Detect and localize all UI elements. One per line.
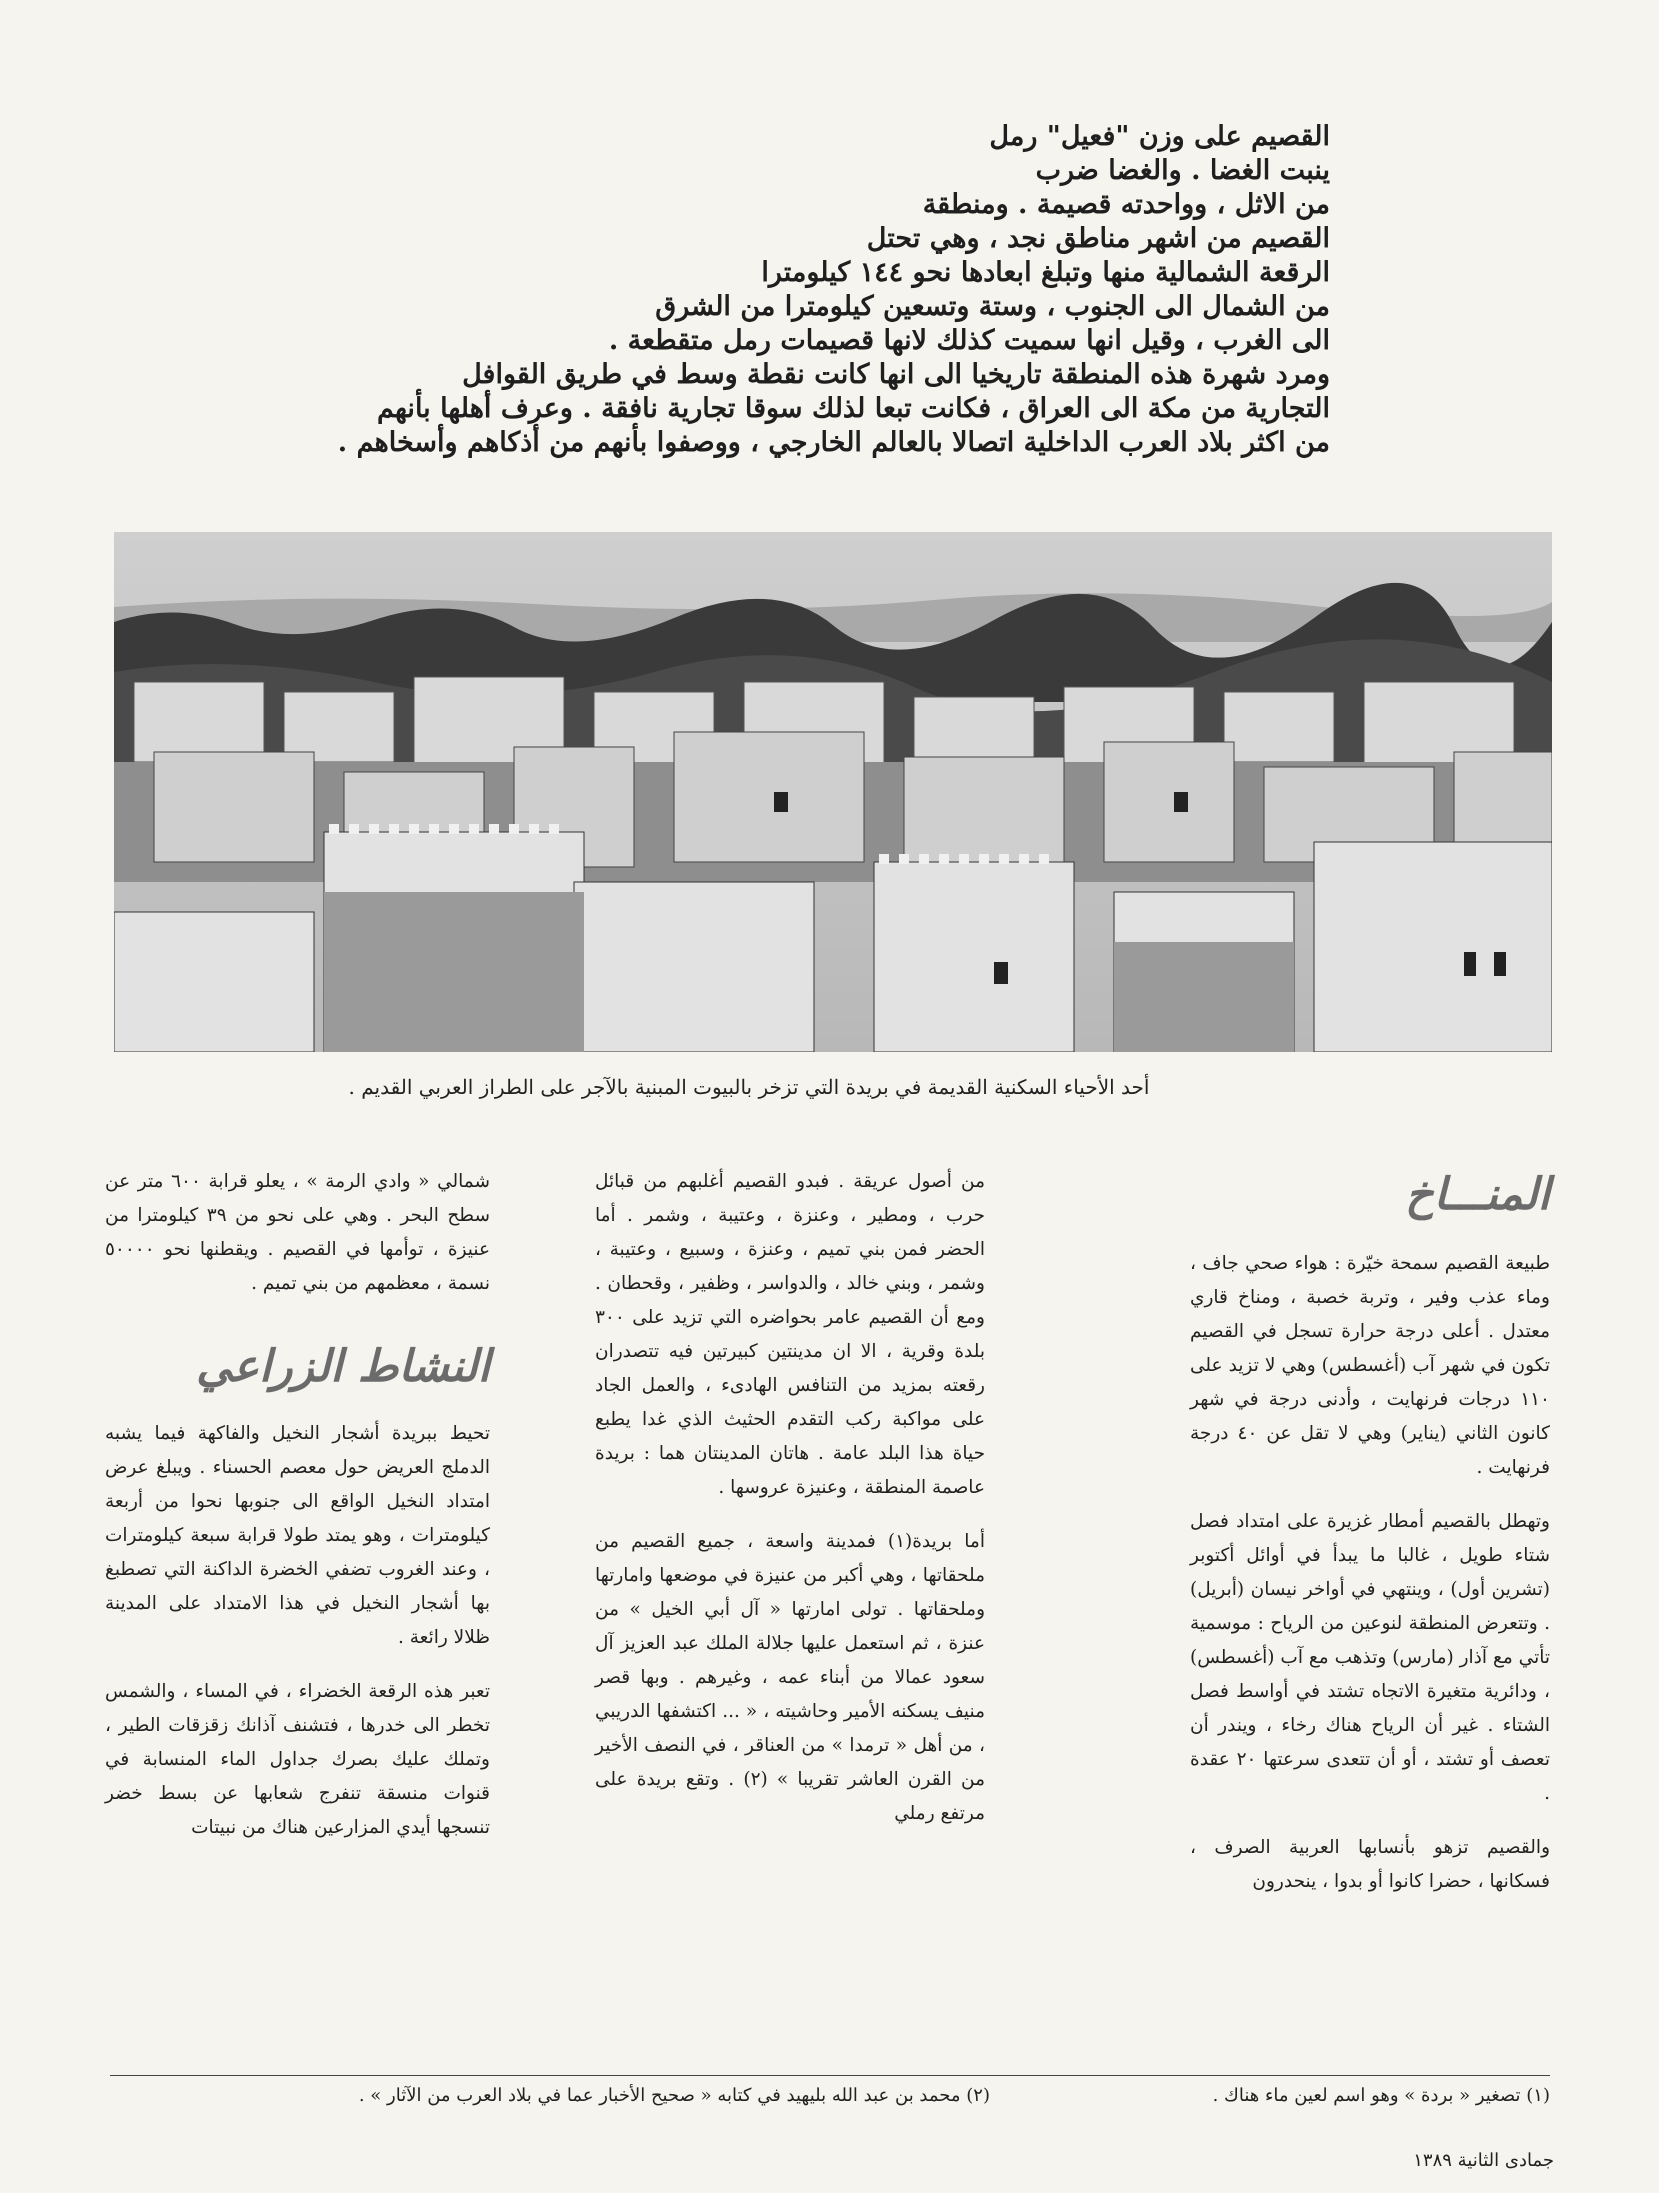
section-heading-climate: المنـــاخ — [1405, 1169, 1550, 1220]
intro-line: ينبت الغضا . والغضا ضرب — [1035, 155, 1330, 186]
intro-line: التجارية من مكة الى العراق ، فكانت تبعا لذلك سوقا تجارية نافقة . وعرف أهلها بأنهم — [377, 393, 1330, 424]
paragraph: طبيعة القصيم سمحة خيّرة : هواء صحي جاف ، وماء عذب وفير ، وتربة خصبة ، ومناخ قاري معتدل . أعلى درجة حرارة تسجل في القصيم تكون في شهر آب (أغسطس) وهي لا تزيد على ١١٠ درجات فرنهايت ، وأدنى درجة في شهر كانون الثاني (يناير) وهي لا تقل عن ٤٠ درجة فرنهايت . — [1190, 1253, 1550, 1478]
paragraph: والقصيم تزهو بأنسابها العربية الصرف ، فسكانها ، حضرا كانوا أو بدوا ، ينحدرون — [1190, 1837, 1550, 1892]
paragraph: وتهطل بالقصيم أمطار غزيرة على امتداد فصل شتاء طويل ، غالبا ما يبدأ في أوائل أكتوبر (تشرين أول) ، وينتهي في أواخر نيسان (أبريل) . وتتعرض المنطقة لنوعين من الرياح : موسمية تأتي مع آذار (مارس) وتذهب مع آب (أغسطس) ، ودائرية متغيرة الاتجاه تشتد في أواسط فصل الشتاء . غير أن الرياح هناك رخاء ، ويندر أن تعصف أو تشتد ، أو أن تتعدى سرعتها ٢٠ عقدة . — [1190, 1511, 1550, 1804]
paragraph: تعبر هذه الرقعة الخضراء ، في المساء ، والشمس تخطر الى خدرها ، فتشنف آذانك زقزقات الطير ، وتملك عليك بصرك جداول الماء المنسابة في قنوات منسقة تنفرج شعابها عن بسط خضر تنسجها أيدي المزارعين هناك من نبيتات — [105, 1681, 490, 1838]
intro-text — [320, 120, 1330, 460]
footnote-divider — [110, 2075, 1550, 2076]
column-middle — [595, 1165, 985, 1831]
intro-line: القصيم على وزن "فعيل" رمل — [989, 121, 1330, 152]
intro-line: القصيم من اشهر مناطق نجد ، وهي تحتل — [866, 223, 1330, 254]
intro-line: الرقعة الشمالية منها وتبلغ ابعادها نحو ١٤٤ كيلومترا — [761, 257, 1330, 288]
column-agriculture — [105, 1165, 490, 1845]
intro-line: ومرد شهرة هذه المنطقة تاريخيا الى انها كانت نقطة وسط في طريق القوافل — [462, 359, 1330, 390]
photo-caption: أحد الأحياء السكنية القديمة في بريدة التي تزخر بالبيوت المبنية بالآجر على الطراز العربي القديم . — [348, 1075, 1150, 1099]
intro-line: من الاثل ، وواحدته قصيمة . ومنطقة — [922, 189, 1330, 220]
paragraph: من أصول عريقة . فبدو القصيم أغلبهم من قبائل حرب ، ومطير ، وعنزة ، وعتيبة ، وشمر . أما الحضر فمن بني تميم ، وعنزة ، وسبيع ، وعتيبة ، وشمر ، وبني خالد ، والدواسر ، وظفير ، وقحطان . ومع أن القصيم عامر بحواضره التي تزيد على ٣٠٠ بلدة وقرية ، الا ان مدينتين كبيرتين فيه تتصدران رقعته بمزيد من التنافس الهادىء ، والعمل الجاد على مواكبة ركب التقدم الحثيث الذي غدا يطبع حياة هذا البلد عامة . هاتان المدينتان هما : بريدة عاصمة المنطقة ، وعنيزة عروسها . — [595, 1171, 985, 1498]
intro-line: من اكثر بلاد العرب الداخلية اتصالا بالعالم الخارجي ، ووصفوا بأنهم من أذكاهم وأسخاهم . — [337, 427, 1330, 458]
town-photo — [114, 532, 1552, 1052]
paragraph: شمالي « وادي الرمة » ، يعلو قرابة ٦٠٠ متر عن سطح البحر . وهي على نحو من ٣٩ كيلومترا من عنيزة ، توأمها في القصيم . ويقطنها نحو ٥٠٠٠٠ نسمة ، معظمهم من بني تميم . — [105, 1171, 490, 1294]
section-heading-agriculture: النشاط الزراعي — [196, 1341, 490, 1392]
footnote-2: (٢) محمد بن عبد الله بليهيد في كتابه « صحيح الأخبار عما في بلاد العرب من الآثار » . — [358, 2085, 990, 2106]
intro-line: من الشمال الى الجنوب ، وستة وتسعين كيلومترا من الشرق — [655, 291, 1330, 322]
footnote-1: (١) تصغير « بردة » وهو اسم لعين ماء هناك . — [1212, 2085, 1550, 2106]
column-climate — [1190, 1165, 1550, 1899]
paragraph: تحيط ببريدة أشجار النخيل والفاكهة فيما يشبه الدملج العريض حول معصم الحسناء . ويبلغ عرض امتداد النخيل الواقع الى جنوبها نحوا من أربعة كيلومترات ، وهو يمتد طولا قرابة سبعة كيلومترات ، وعند الغروب تضفي الخضرة الداكنة التي تصطبغ بها أشجار النخيل في هذا الامتداد على المدينة ظلالا رائعة . — [105, 1423, 490, 1648]
page-footer-date: جمادى الثانية ١٣٨٩ — [1413, 2150, 1554, 2171]
intro-line: الى الغرب ، وقيل انها سميت كذلك لانها قصيمات رمل متقطعة . — [608, 325, 1330, 356]
paragraph: أما بريدة(١) فمدينة واسعة ، جميع القصيم من ملحقاتها ، وهي أكبر من عنيزة في موضعها وامارتها وملحقاتها . تولى امارتها « آل أبي الخيل » من عنزة ، ثم استعمل عليها جلالة الملك عبد العزيز آل سعود عمالا من أبناء عمه ، وغيرهم . وبها قصر منيف يسكنه الأمير وحاشيته ، « ... اكتشفها الدريبي ، من أهل « ترمدا » من العناقر ، في النصف الأخير من القرن العاشر تقريبا » (٢) . وتقع بريدة على مرتفع رملي — [595, 1531, 985, 1824]
